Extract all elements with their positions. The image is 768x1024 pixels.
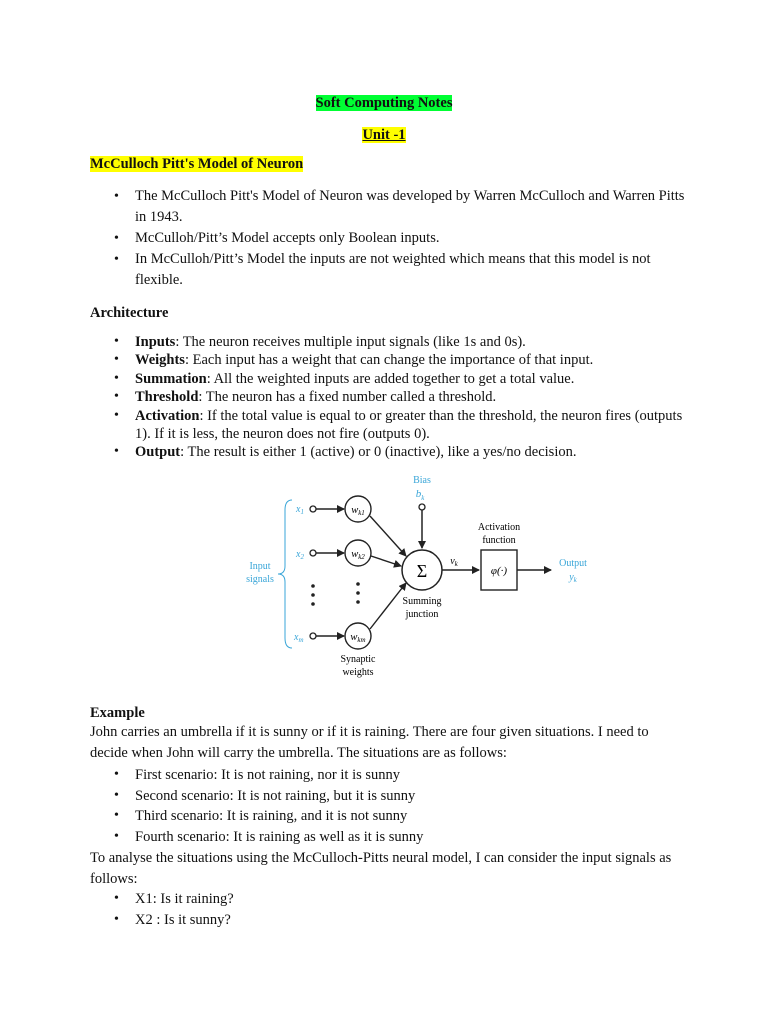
list-item: • First scenario: It is not raining, nor it is sunny xyxy=(90,765,690,786)
activation-label-line1: Activation xyxy=(477,522,521,533)
list-item xyxy=(90,333,690,351)
summing-label-line2: junction xyxy=(405,609,439,620)
neuron-model-diagram xyxy=(240,470,600,685)
example-heading: Example xyxy=(90,705,145,721)
output-symbol: $y_k$ xyxy=(569,572,577,584)
list-item: • Fourth scenario: It is raining as well as it is sunny xyxy=(90,827,690,848)
weight-arrow-m xyxy=(370,583,406,629)
input-x2-label: $x_2$ xyxy=(296,549,304,561)
input-xm-label: $x_m$ xyxy=(294,632,304,644)
list-item-term: Inputs xyxy=(135,334,176,350)
list-item-term: Summation xyxy=(135,370,207,387)
document-title: Soft Computing Notes xyxy=(315,95,453,111)
section-heading: McCulloch Pitt's Model of Neuron xyxy=(90,156,304,172)
list-item xyxy=(90,388,690,406)
vk-label: $v_k$ xyxy=(450,556,458,568)
title-row xyxy=(0,95,768,112)
analysis-paragraph: To analyse the situations using the McCulloch-Pitts neural model, I can consider the input signals as follows: xyxy=(90,850,672,887)
list-item: • X2 : Is it sunny? xyxy=(90,910,690,931)
list-item xyxy=(90,351,690,369)
list-item-term: Activation xyxy=(135,407,200,424)
model-bullet-list xyxy=(90,186,690,291)
list-item-term: Output xyxy=(135,444,181,461)
list-item: • In McCulloh/Pitt’s Model the inputs are not weighted which means that this model is not flexible. xyxy=(90,249,690,291)
synaptic-label-line2: weights xyxy=(342,667,374,678)
input-label-line2: signals xyxy=(246,574,274,585)
architecture-list xyxy=(90,333,690,462)
section-heading-row xyxy=(90,156,303,173)
weight-m-label: wkm xyxy=(350,632,366,644)
list-item-text: : Each input has a weight that can change the importance of that input. xyxy=(184,352,594,369)
list-item-term: Weights xyxy=(135,352,185,369)
list-item: • X1: Is it raining? xyxy=(90,889,690,910)
weight-arrow-1 xyxy=(370,516,406,556)
input-node-1 xyxy=(310,506,316,512)
list-item: • Second scenario: It is not raining, but it is sunny xyxy=(90,786,690,807)
input-label-line1: Input xyxy=(249,561,271,572)
scenario-list xyxy=(90,765,690,847)
unit-title: Unit -1 xyxy=(362,127,406,143)
output-label: Output xyxy=(559,558,587,569)
list-item-text: : All the weighted inputs are added together to get a total value. xyxy=(206,370,575,387)
weight-arrow-2 xyxy=(371,556,401,566)
list-item xyxy=(90,443,690,461)
list-item xyxy=(90,407,690,444)
list-item-term: Threshold xyxy=(135,389,199,406)
example-intro: John carries an umbrella if it is sunny or if it is raining. There are four given situations. I need to decide when John will carry the umbrella. The situations are as follows: xyxy=(90,724,649,761)
activation-label-line2: function xyxy=(482,535,516,546)
list-item: • McCulloh/Pitt’s Model accepts only Boolean inputs. xyxy=(90,228,690,249)
list-item-text: : The result is either 1 (active) or 0 (inactive), like a yes/no decision. xyxy=(180,444,577,461)
input-node-2 xyxy=(310,550,316,556)
input-ellipsis xyxy=(311,584,315,606)
bias-symbol: $b_k$ xyxy=(415,488,425,502)
list-item-text: : The neuron has a fixed number called a threshold. xyxy=(198,389,497,406)
signal-list xyxy=(90,889,690,930)
phi-symbol: φ(·) xyxy=(490,565,508,577)
weight-ellipsis xyxy=(356,582,360,604)
architecture-heading: Architecture xyxy=(90,305,169,321)
summing-label-line1: Summing xyxy=(402,596,442,607)
unit-row xyxy=(0,127,768,144)
input-brace xyxy=(278,500,292,648)
list-item-text: : If the total value is equal to or greater than the threshold, the neuron fires (outputs 1). If it is less, the neuron does not fire (outputs 0). xyxy=(135,407,683,443)
list-item: • Third scenario: It is raining, and it is not sunny xyxy=(90,806,690,827)
list-item: • The McCulloch Pitt's Model of Neuron was developed by Warren McCulloch and Warren Pitts in 1943. xyxy=(90,186,690,228)
weight-1-label: wk1 xyxy=(351,505,365,517)
bias-node xyxy=(419,504,425,510)
input-x1-label: $x_1$ xyxy=(296,504,304,516)
synaptic-label-line1: Synaptic xyxy=(340,654,376,665)
input-node-m xyxy=(310,633,316,639)
bias-label: Bias xyxy=(413,475,431,486)
list-item-text: : The neuron receives multiple input signals (like 1s and 0s). xyxy=(175,334,526,350)
sigma-symbol: Σ xyxy=(416,561,428,581)
list-item xyxy=(90,370,690,388)
weight-2-label: wk2 xyxy=(351,549,365,561)
